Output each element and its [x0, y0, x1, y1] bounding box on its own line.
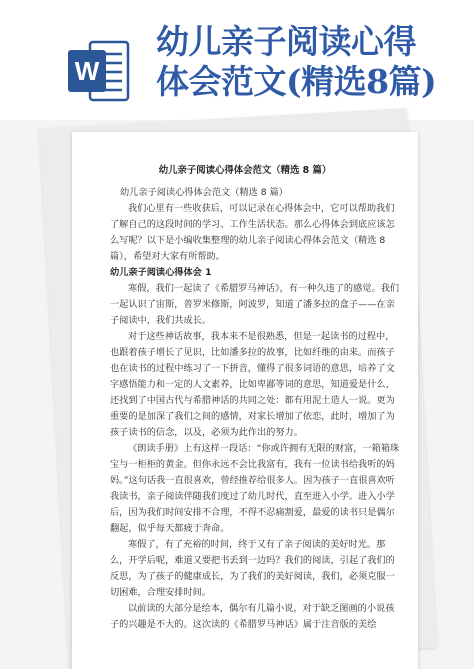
word-document-icon [66, 38, 132, 104]
banner-title-line-2: 体会范文(精选8篇) [156, 62, 437, 101]
banner [0, 0, 474, 120]
document-subtitle: 幼儿亲子阅读心得体会范文（精选 8 篇） [120, 187, 288, 198]
paragraph: 对于这些神话故事，我本来不是很熟悉，但是一起读书的过程中，也跟着孩子增长了见识，比如潘多拉的故事，比如纤维的由来。而孩子也在读书的过程中练习了一下拼音，懂得了很多词语的意思，培养了文字感悟能力和一定的人文素养，比如卑鄙等词的意思，知道爱是什么，还找到了中国古代与希腊神话的共同之处：都有用泥土造人一说。更为重要的是加深了我们之间的感情，对家长增加了依恋，此时，增加了为孩子读书的信念，以及，必须为此作出的努力。 [110, 331, 395, 438]
paragraph: 以前读的大部分是绘本，偶尔有几篇小说，对于缺乏图画的小说孩子的兴趣是不大的。这次读的《希腊罗马神话》属于注音版的美绘 [110, 603, 395, 630]
paragraph: 寒假，我们一起读了《希腊罗马神话》，有一种久违了的感觉。我们一起认识了宙斯，普罗米修斯，阿波罗，知道了潘多拉的盒子——在亲子阅读中，我们共成长。 [110, 283, 400, 326]
document-title: 幼儿亲子阅读心得体会范文（精选 8 篇） [158, 165, 332, 176]
intro-paragraph: 我们心里有一些收获后，可以记录在心得体会中，它可以帮助我们了解自己的这段时间的学习、工作生活状态。那么心得体会到底应该怎么写呢？以下是小编收集整理的幼儿亲子阅读心得体会范文（精选 8 篇），希望对大家有所帮助。 [110, 203, 395, 262]
svg-text:W: W [74, 56, 100, 86]
section-heading: 幼儿亲子阅读心得体会 1 [110, 267, 212, 278]
paragraph: 《朗读手册》上有这样一段话：“你或许拥有无限的财富，一箱箱珠宝与一柜柜的黄金。但你永远不会比我富有，我有一位读书给我听的妈妈。”这句话我一直很喜欢，曾经推荐给很多人。因为孩子一直很喜欢听我读书，亲子阅读伴随我们度过了幼儿时代，直至进入小学。进入小学后，因为我们时间安排不合理，不得不忍痛割爱，最爱的读书只是偶尔翻起，似乎每天都疲于奔命。 [110, 443, 400, 534]
banner-title [156, 22, 456, 102]
document-body [110, 185, 400, 633]
document-page [72, 132, 418, 669]
banner-title-line-1: 幼儿亲子阅读心得 [156, 22, 416, 61]
paragraph: 寒假了，有了充裕的时间，终于又有了亲子阅读的美好时光。那么，开学后呢，难道又要把书丢到一边吗？我们的阅读，引起了我们的反思，为了孩子的健康成长，为了我们的美好阅读，我们，必须克服一切困难，合理安排时间。 [110, 539, 395, 598]
